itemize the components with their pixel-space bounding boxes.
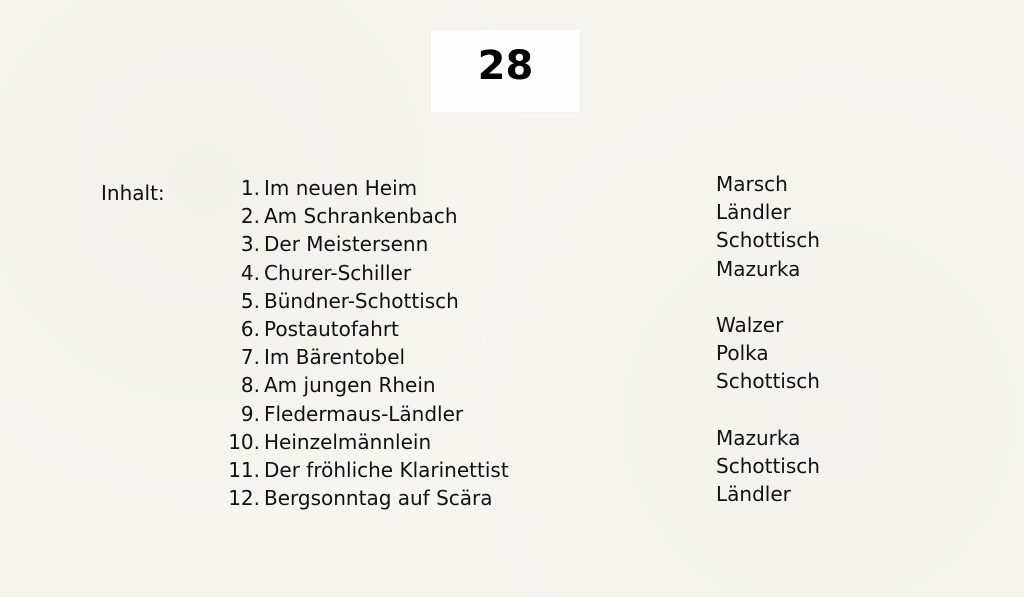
track-item <box>220 259 650 287</box>
track-item <box>220 315 650 343</box>
genre-item: Schottisch <box>716 453 820 478</box>
track-item <box>220 428 650 456</box>
page-number: 28 <box>477 43 534 89</box>
track-number: 9. <box>240 401 260 426</box>
track-item <box>220 400 650 428</box>
track-number: 6. <box>240 317 260 342</box>
genre-item <box>716 283 896 311</box>
track-title: Im neuen Heim <box>264 176 418 201</box>
track-number: 8. <box>240 373 260 398</box>
track-title: Bündner-Schottisch <box>264 288 459 313</box>
page-number-sticker <box>431 30 580 112</box>
track-number: 3. <box>240 232 260 257</box>
genre-item: Walzer <box>716 313 784 338</box>
track-title: Heinzelmännlein <box>264 429 432 454</box>
genre-item: Ländler <box>716 482 791 507</box>
track-item <box>220 174 650 202</box>
track-item <box>220 371 650 399</box>
contents-heading: Inhalt: <box>101 181 165 205</box>
track-item <box>220 202 650 230</box>
track-number: 4. <box>240 260 260 285</box>
track-number: 7. <box>240 345 260 370</box>
track-number: 1. <box>240 176 260 201</box>
track-title: Postautofahrt <box>264 317 399 342</box>
track-title: Am jungen Rhein <box>264 373 436 398</box>
track-item <box>220 230 650 258</box>
genre-item: Marsch <box>716 172 788 197</box>
track-title: Der fröhliche Klarinettist <box>264 457 509 482</box>
track-list <box>220 174 650 512</box>
genre-item: Mazurka <box>716 256 801 281</box>
track-number: 12. <box>228 486 260 511</box>
track-title: Am Schrankenbach <box>264 204 458 229</box>
track-number: 5. <box>240 288 260 313</box>
genre-item: Schottisch <box>716 369 820 394</box>
track-number: 10. <box>228 429 260 454</box>
track-item <box>220 484 650 512</box>
track-number: 2. <box>240 204 260 229</box>
track-title: Fledermaus-Ländler <box>264 401 464 426</box>
genre-item: Schottisch <box>716 228 820 253</box>
genre-list <box>716 170 896 508</box>
genre-item: Polka <box>716 341 769 366</box>
track-item <box>220 287 650 315</box>
track-title: Im Bärentobel <box>264 345 406 370</box>
track-title: Der Meistersenn <box>264 232 429 257</box>
track-title: Churer-Schiller <box>264 260 412 285</box>
track-number: 11. <box>228 457 260 482</box>
genre-item <box>716 396 896 424</box>
track-title: Bergsonntag auf Scära <box>264 486 493 511</box>
track-item <box>220 343 650 371</box>
track-item <box>220 456 650 484</box>
genre-item: Ländler <box>716 200 791 225</box>
genre-item: Mazurka <box>716 425 801 450</box>
